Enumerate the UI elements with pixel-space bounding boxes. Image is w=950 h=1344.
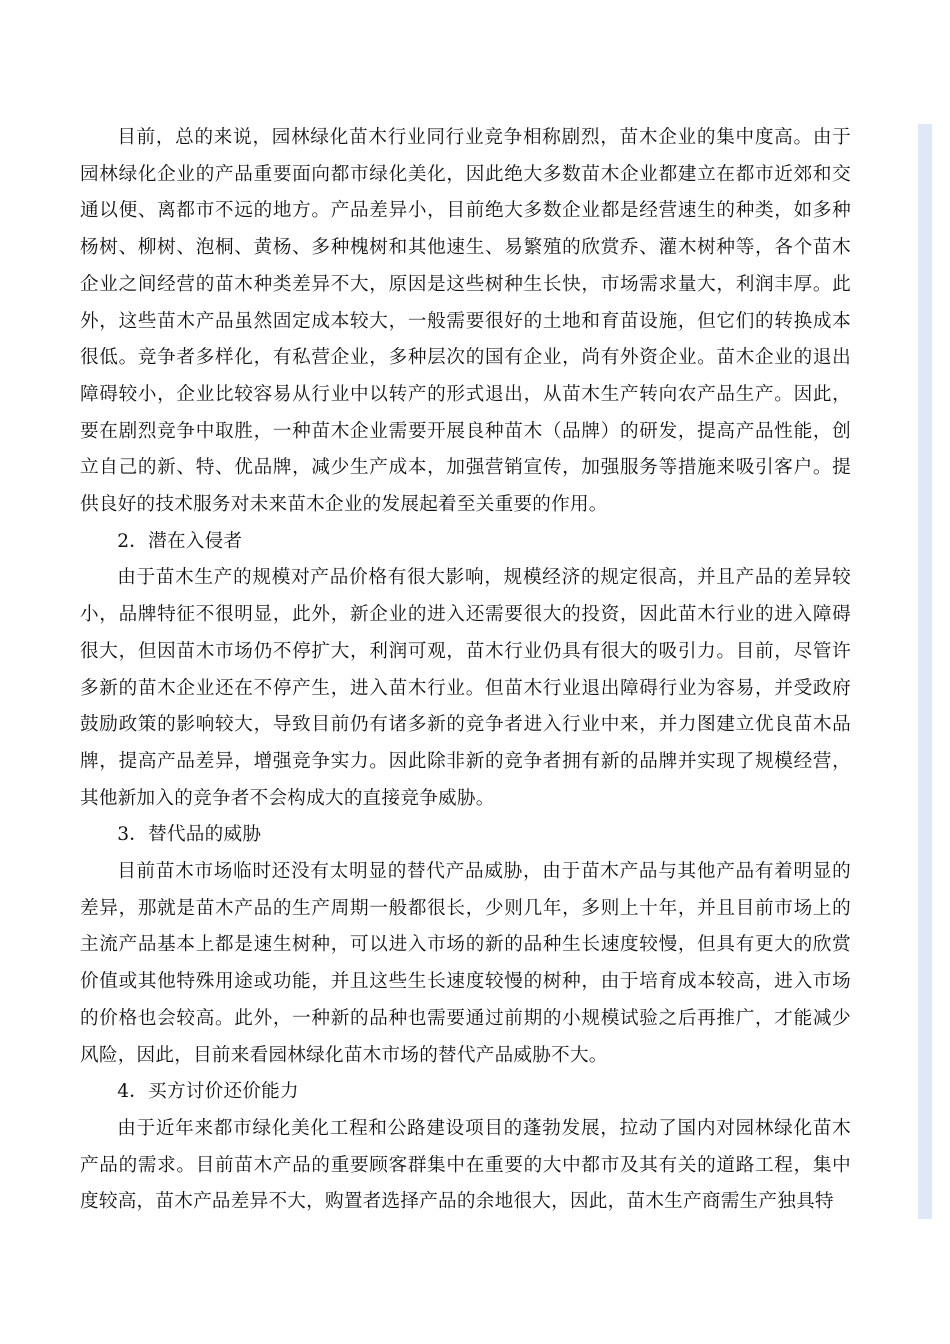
paragraph-buyer-power: 由于近年来都市绿化美化工程和公路建设项目的蓬勃发展，拉动了国内对园林绿化苗木产品的需求。目前苗木产品的重要顾客群集中在重要的大中都市及其有关的道路工程，集中度较高，苗木产品差异不大，购置者选择产品的余地很大，因此，苗木生产商需生产独具特 [80, 1117, 851, 1213]
section-heading-buyer-power: 4．买方讨价还价能力 [117, 1081, 299, 1103]
paragraph-competition-intensity: 目前，总的来说，园林绿化苗木行业同行业竞争相称剧烈，苗木企业的集中度高。由于园林绿化企业的产品重要面向都市绿化美化，因此绝大多数苗木企业都建立在都市近郊和交通以便、离都市不远的地方。产品差异小，目前绝大多数企业都是经营速生的种类，如多种杨树、柳树、泡桐、黄杨、多种槐树和其他速生、易繁殖的欣赏乔、灌木树种等，各个苗木企业之间经营的苗木种类差异不大，原因是这些树种生长快，市场需求量大，利润丰厚。此外，这些苗木产品虽然固定成本较大，一般需要很好的土地和育苗设施，但它们的转换成本很低。竞争者多样化，有私营企业，多种层次的国有企业，尚有外资企业。苗木企业的退出障碍较小，企业比较容易从行业中以转产的形式退出，从苗木生产转向农产品生产。因此，要在剧烈竞争中取胜，一种苗木企业需要开展良种苗木（品牌）的研发，提高产品性能，创立自己的新、特、优品牌，减少生产成本，加强营销宣传，加强服务等措施来吸引客户。提供良好的技术服务对未来苗木企业的发展起着至关重要的作用。 [80, 127, 851, 516]
paragraph-potential-entrants: 由于苗木生产的规模对产品价格有很大影响，规模经济的规定很高，并且产品的差异较小，品牌特征不很明显，此外，新企业的进入还需要很大的投资，因此苗木行业的进入障碍很大，但因苗木市场仍不停扩大，利润可观，苗木行业仍具有很大的吸引力。目前，尽管许多新的苗木企业还在不停产生，进入苗木行业。但苗木行业退出障碍行业为容易，并受政府鼓励政策的影响较大，导致目前仍有诸多新的竞争者进入行业中来，并力图建立优良苗木品牌，提高产品差异，增强竞争实力。因此除非新的竞争者拥有新的品牌并实现了规模经营，其他新加入的竞争者不会构成大的直接竞争威胁。 [80, 567, 851, 809]
section-heading-potential-entrants: 2．潜在入侵者 [117, 530, 243, 552]
section-heading-substitutes: 3．替代品的威胁 [117, 824, 262, 846]
document-body [80, 120, 851, 1221]
side-scroll-strip [918, 124, 932, 1219]
paragraph-substitutes: 目前苗木市场临时还没有太明显的替代产品威胁，由于苗木产品与其他产品有着明显的差异，那就是苗木产品的生产周期一般都很长，少则几年，多则上十年，并且目前市场上的主流产品基本上都是速生树种，可以进入市场的新的品种生长速度较慢，但具有更大的欣赏价值或其他特殊用途或功能，并且这些生长速度较慢的树种，由于培育成本较高，进入市场的价格也会较高。此外，一种新的品种也需要通过前期的小规模试验之后再推广，才能减少风险，因此，目前来看园林绿化苗木市场的替代产品威胁不大。 [80, 861, 851, 1066]
